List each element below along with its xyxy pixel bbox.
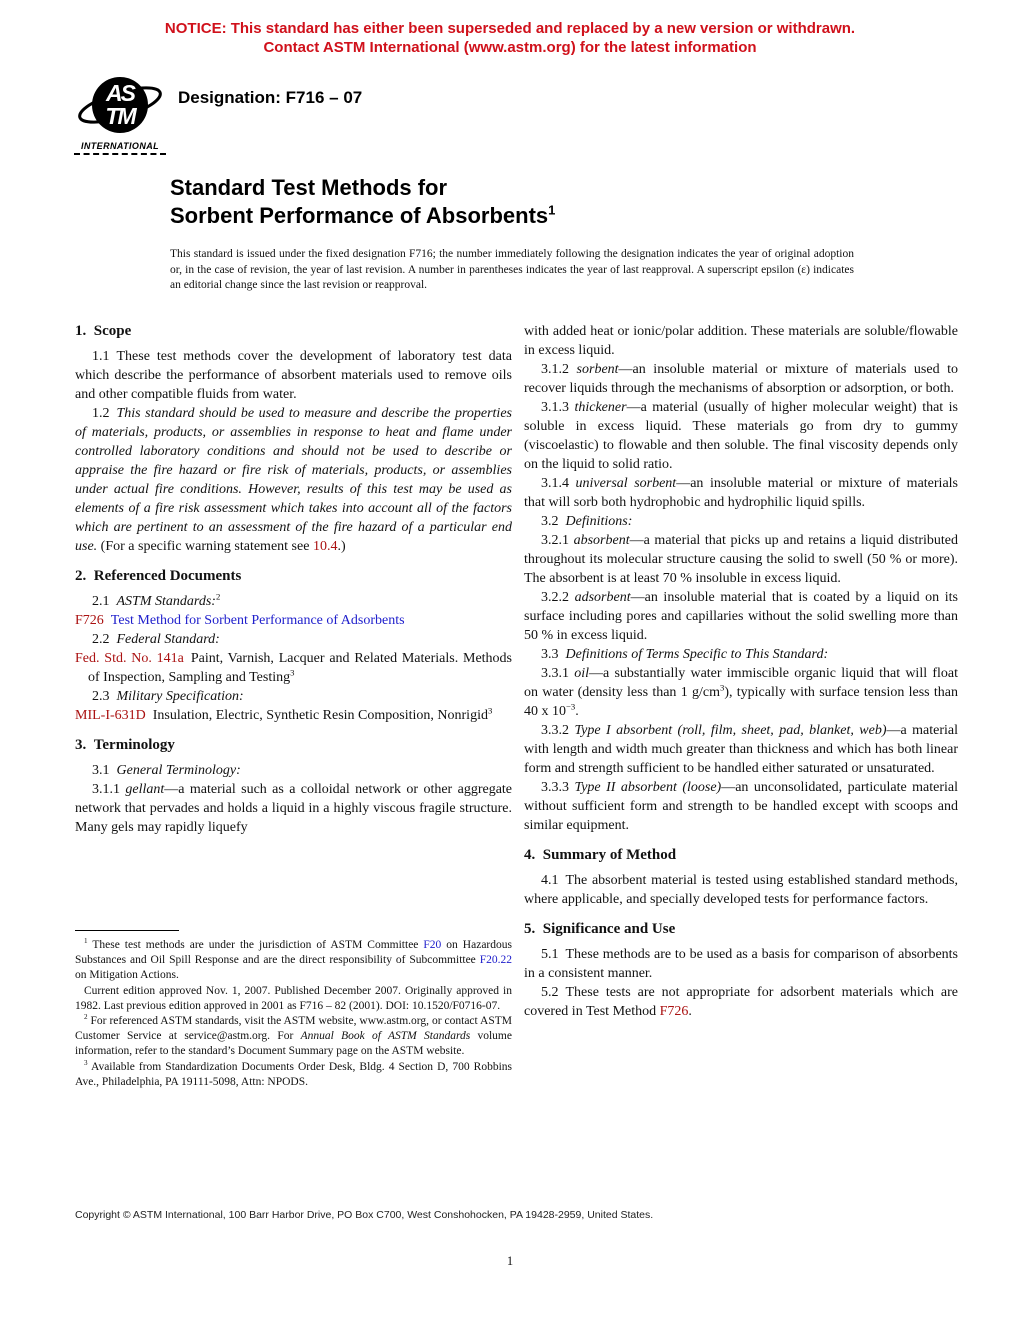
text-run: absorbent (573, 533, 630, 548)
logo-acronym-top: AS (106, 80, 134, 106)
text-run: Military Specification: (116, 689, 244, 704)
para-3-1-2 (524, 360, 958, 398)
text-run: 3.1.4 (541, 476, 576, 491)
section-3-heading: 3. Terminology (75, 737, 175, 753)
para-3-2-2 (524, 588, 958, 645)
text-run: −3 (566, 701, 576, 712)
footnote-3 (75, 1060, 512, 1090)
page-number: 1 (506, 1254, 514, 1268)
text-run: Annual Book of ASTM Standards (300, 1030, 471, 1043)
notice-banner (0, 19, 1020, 57)
para-5-2 (524, 983, 958, 1021)
para-3-1-3 (524, 398, 958, 474)
text-run: volume information, refer to the standard’s Document Summary page on the ASTM website. (75, 1030, 512, 1058)
text-run: gellant (125, 782, 165, 797)
notice-line-2: Contact ASTM International (www.astm.org) for the latest information (263, 39, 757, 56)
para-2-2 (75, 630, 512, 649)
text-run: sorbent (576, 362, 619, 377)
title-line-1: Standard Test Methods for (170, 175, 448, 200)
text-run: —a material such as a colloidal network or other aggregate network that pervades and holds a liquid in a highly viscous fragile structure. Many gels may rapidly liquefy (75, 782, 513, 835)
section-5-heading: 5. Significance and Use (524, 921, 676, 937)
text-run: 5.2 These tests are not appropriate for adsorbent materials which are covered in Test Method (524, 985, 958, 1019)
issuance-note: This standard is issued under the fixed designation F716; the number immediately following the designation indicates the year of original adoption or, in the case of revision, the year of last revision. A number in parentheses indicates the year of last reapproval. A superscript epsilon (ε) indicates an editorial change since the last revision or reapproval. (170, 248, 854, 291)
reference-link[interactable]: MIL-I-631D (75, 708, 146, 723)
text-run: —an unconsolidated, particulate material without sufficient form and strength to be handled except with scoops and similar equipment. (524, 780, 959, 833)
logo-international-label: INTERNATIONAL (74, 141, 166, 155)
text-run: —an insoluble material or mixture of materials that will sorb both hydrophobic and hydrophilic liquid spills. (524, 476, 958, 510)
text-run: Definitions: (565, 514, 633, 529)
footnote-2 (75, 1014, 512, 1060)
text-run: 2.1 (92, 594, 117, 609)
para-3-3-1 (524, 664, 958, 721)
logo-acronym-bottom: TM (105, 103, 135, 129)
para-1-2 (75, 404, 512, 556)
para-3-1-4 (524, 474, 958, 512)
text-run: 2.2 (92, 632, 117, 647)
reference-f726 (75, 611, 512, 630)
text-run: adsorbent (574, 590, 631, 605)
copyright-line: Copyright © ASTM International, 100 Barr Harbor Drive, PO Box C700, West Conshohocken, PA 19428-2959, United States. (75, 1209, 654, 1221)
text-run: 3.3.1 (541, 666, 575, 681)
text-run: 4.1 The absorbent material is tested using established standard methods, where applicable, and specially developed tests for performance factors. (524, 873, 958, 907)
reference-mil-i-631d (75, 705, 512, 725)
text-run: Federal Standard: (116, 632, 220, 647)
text-run: —an insoluble material that is coated by a liquid on its surface including pores and capillaries without the solid swelling more than 50 % in excess liquid. (524, 590, 958, 643)
reference-link[interactable]: Test Method for Sorbent Performance of Adsorbents (103, 613, 405, 628)
text-run: 3.1.2 (541, 362, 577, 377)
text-run: Definitions of Terms Specific to This Standard: (565, 647, 829, 662)
para-4-1 (524, 871, 958, 909)
notice-line-1: NOTICE: This standard has either been superseded and replaced by a new version or withdrawn. (164, 20, 856, 37)
text-run: 2.3 (92, 689, 117, 704)
text-run: . (575, 704, 579, 719)
text-run: 3 (84, 1058, 88, 1067)
text-run: Type II absorbent (loose) (574, 780, 722, 795)
text-run: Type I absorbent (roll, film, sheet, pad, blanket, web) (574, 723, 887, 738)
text-run: Current edition approved Nov. 1, 2007. Published December 2007. Originally approved in 1982. Last previous edition approved in 2001 as F716 – 82 (2001). DOI: 10.1520/F0716-07. (75, 984, 512, 1012)
text-run: 2 (84, 1013, 88, 1022)
text-run: Paint, Varnish, Lacquer and Related Materials. Methods of Inspection, Sampling and Testing (88, 651, 513, 685)
text-run: 3.2.1 (541, 533, 574, 548)
para-3-2 (524, 512, 958, 531)
para-3-1-1-continued (524, 322, 958, 360)
text-run: These test methods are under the jurisdiction of ASTM Committee (87, 939, 424, 951)
text-run: 3.1 (92, 763, 117, 778)
para-1-1 (75, 347, 512, 404)
text-run: —an insoluble material or mixture of materials used to recover liquids through the mechanisms of absorption or adsorption, or both. (524, 362, 959, 396)
para-3-3 (524, 645, 958, 664)
para-3-3-3 (524, 778, 958, 835)
text-run: 3 (290, 667, 295, 678)
text-run: 3 (487, 705, 493, 716)
para-5-1 (524, 945, 958, 983)
reference-fed-std-141a (75, 649, 513, 687)
footnotes-block (75, 930, 512, 1090)
text-run: with added heat or ionic/polar addition. These materials are soluble/flowable in excess liquid. (524, 324, 958, 358)
text-run: oil (574, 666, 590, 681)
text-run: 2 (215, 591, 221, 602)
title-footnote-marker: 1 (548, 202, 556, 218)
para-3-1 (75, 761, 512, 780)
reference-link[interactable]: F726 (75, 613, 104, 628)
text-run: —a substantially water immiscible organic liquid that will float on water (density less than 1 g/cm (524, 666, 958, 700)
text-run: 1.1 These test methods cover the development of laboratory test data which describe the performance of absorbent materials used to remove oils and other compatible fluids from water. (75, 349, 512, 402)
para-2-1 (75, 592, 512, 611)
astm-logo (74, 74, 166, 155)
title-line-2-text: Sorbent Performance of Absorbents (170, 203, 549, 228)
footnote-1-edition-note (75, 984, 512, 1014)
para-3-1-1 (75, 780, 512, 837)
text-run: ), typically with surface tension less than 40 x 10 (524, 685, 959, 719)
reference-link[interactable]: F20 (423, 939, 442, 951)
text-run: ASTM Standards: (116, 594, 216, 609)
text-run: 3.1.1 (92, 782, 126, 797)
text-run: .) (337, 539, 346, 554)
document-title (170, 174, 555, 230)
text-run: 1 (84, 937, 88, 946)
title-line-2 (170, 202, 555, 230)
text-run: on Mitigation Actions. (75, 969, 179, 982)
para-3-2-1 (524, 531, 958, 588)
text-run: General Terminology: (116, 763, 241, 778)
reference-link[interactable]: Fed. Std. No. 141a (75, 651, 184, 666)
text-run: —a material that picks up and retains a liquid distributed throughout its molecular structure causing the solid to swell (50 % or more). The absorbent is at least 70 % insoluble in excess liquid. (524, 533, 958, 586)
text-run: This standard should be used to measure and describe the properties of materials, products, or assemblies in response to heat and flame under controlled laboratory conditions and should not be used to describe or appraise the fire hazard or fire risk of materials, products, or assemblies under actual fire conditions. However, results of this test may be used as elements of a fire risk assessment which takes into account all of the factors which are pertinent to an assessment of the fire hazard of a particular end use. (75, 406, 512, 554)
designation-label: Designation: F716 – 07 (178, 88, 363, 107)
text-run: 3.1.3 (541, 400, 575, 415)
text-run: 1.2 (92, 406, 117, 421)
text-run: 3.3.3 (541, 780, 575, 795)
astm-globe-icon (76, 74, 164, 140)
reference-link[interactable]: 10.4 (312, 539, 338, 554)
section-2-heading: 2. Referenced Documents (75, 568, 242, 584)
section-1-heading: 1. Scope (75, 323, 132, 339)
text-run: —a material with length and width much greater than thickness and which has both linear form and strength sufficient to be handled either saturated or unsaturated. (524, 723, 958, 776)
column-left (75, 322, 512, 837)
section-4-heading: 4. Summary of Method (524, 847, 677, 863)
text-run: on Hazardous Substances and Oil Spill Response and are the direct responsibility of Subcommittee (75, 939, 512, 967)
text-run: Insulation, Electric, Synthetic Resin Composition, Nonrigid (145, 708, 488, 723)
text-run: thickener (574, 400, 627, 415)
para-3-3-2 (524, 721, 958, 778)
text-run: (For a specific warning statement see (97, 539, 313, 554)
reference-link[interactable]: F20.22 (479, 954, 512, 967)
text-run: universal sorbent (575, 476, 677, 491)
text-run: —a material (usually of higher molecular weight) that is soluble in excess liquid. These materials go from dry to gummy (viscoelastic) to flowable and then soluble. The final viscosity depends only on the liquid to solid ratio. (524, 400, 958, 472)
text-run: 3.2.2 (541, 590, 575, 605)
text-run: 3 (719, 682, 725, 693)
reference-link[interactable]: F726 (659, 1004, 689, 1019)
text-run: . (688, 1004, 692, 1019)
text-run: 3.3.2 (541, 723, 575, 738)
text-run: Available from Standardization Documents Order Desk, Bldg. 4 Section D, 700 Robbins Ave., Philadelphia, PA 19111-5098, Attn: NPODS. (75, 1060, 512, 1088)
text-run: 3.2 (541, 514, 566, 529)
footnote-separator (75, 930, 179, 931)
text-run: For referenced ASTM standards, visit the ASTM website, www.astm.org, or contact ASTM Customer Service at service@astm.org. For (75, 1015, 512, 1043)
footnote-1 (75, 938, 512, 984)
para-2-3 (75, 687, 512, 706)
text-run: 5.1 These methods are to be used as a basis for comparison of absorbents in a consistent manner. (524, 947, 958, 981)
column-right (524, 322, 958, 1021)
text-run: 3.3 (541, 647, 566, 662)
